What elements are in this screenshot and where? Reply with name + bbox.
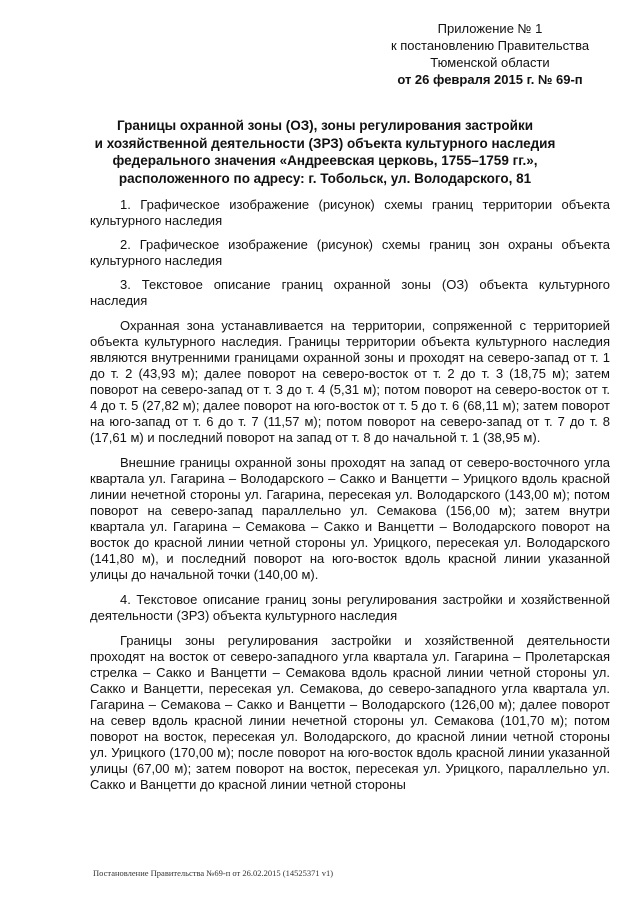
- appendix-reference: к постановлению Правительства: [390, 38, 590, 53]
- title-line-4: расположенного по адресу: г. Тобольск, ул. Володарского, 81: [118, 170, 532, 186]
- paragraph-item-1: 1. Графическое изображение (рисунок) схемы границ территории объекта культурного наследия: [90, 197, 610, 228]
- paragraph-item-2: 2. Графическое изображение (рисунок) схемы границ зон охраны объекта культурного наследия: [90, 237, 610, 268]
- paragraph-item-4: 4. Текстовое описание границ зоны регулирования застройки и хозяйственной деятельности (ЗРЗ) объекта культурного наследия: [90, 592, 610, 623]
- title-line-2: и хозяйственной деятельности (ЗРЗ) объекта культурного наследия: [94, 135, 556, 151]
- appendix-number: Приложение № 1: [437, 21, 543, 36]
- appendix-date: от 26 февраля 2015 г. № 69-п: [397, 72, 583, 87]
- paragraph-outer-borders: Внешние границы охранной зоны проходят на запад от северо-восточного угла квартала ул. Гагарина – Володарского – Сакко и Ванцетти – Урицкого вдоль красной линии нечетной стороны ул. Гагарина, пересекая ул. Володарского (143,00 м); потом поворот на северо-запад параллельно ул. Семакова (156,00 м); затем внутри квартала ул. Гагарина – Семакова – Сакко и Ванцетти – Володарского поворот на восток до красной линии четной стороны ул. Урицкого, пересекая ул. Володарского (141,80 м), и последний поворот на юго-восток вдоль красной линии указанной улицы до начальной точки (140,00 м).: [90, 455, 610, 582]
- document-footer: Постановление Правительства №69-п от 26.02.2015 (14525371 v1): [93, 868, 334, 878]
- title-line-3: федерального значения «Андреевская церковь, 1755–1759 гг.»,: [112, 153, 538, 168]
- paragraph-regulation-zone: Границы зоны регулирования застройки и хозяйственной деятельности проходят на восток от северо-западного угла квартала ул. Гагарина – Пролетарская стрелка – Сакко и Ванцетти – Семакова вдоль красной линии четной стороны ул. Сакко и Ванцетти, пересекая ул. Семакова, до северо-западного угла квартала ул. Гагарина – Семакова – Сакко и Ванцетти – Володарского (126,00 м); далее поворот на север вдоль красной линии нечетной стороны ул. Семакова (101,70 м); потом поворот на восток, пересекая ул. Володарского, до красной линии четной стороны ул. Урицкого (170,00 м); после поворот на юго-восток вдоль красной линии указанной улицы (67,00 м); затем поворот на восток, пересекая ул. Урицкого, параллельно ул. Сакко и Ванцетти до красной линии четной стороны: [90, 633, 610, 792]
- paragraph-protection-zone: Охранная зона устанавливается на территории, сопряженной с территорией объекта культурного наследия. Границы территории объекта культурного наследия являются внутренними границами охранной зоны и проходят на северо-запад от т. 1 до т. 2 (43,93 м); далее поворот на северо-восток от т. 2 до т. 3 (18,75 м); затем поворот на северо-запад от т. 3 до т. 4 (5,31 м); потом поворот на северо-восток от т. 4 до т. 5 (27,82 м); далее поворот на юго-восток от т. 5 до т. 6 (68,11 м); затем поворот на юго-запад от т. 6 до т. 7 (11,57 м); потом поворот на северо-запад от т. 7 до т. 8 (17,61 м) и последний поворот на запад от т. 8 до начальной т. 1 (38,95 м).: [90, 318, 610, 445]
- paragraph-item-3: 3. Текстовое описание границ охранной зоны (ОЗ) объекта культурного наследия: [90, 277, 610, 308]
- document-body: [90, 197, 610, 802]
- appendix-header: [360, 20, 620, 88]
- title-line-1: Границы охранной зоны (ОЗ), зоны регулирования застройки: [116, 118, 534, 133]
- appendix-region: Тюменской области: [430, 55, 550, 70]
- document-title: [90, 117, 560, 187]
